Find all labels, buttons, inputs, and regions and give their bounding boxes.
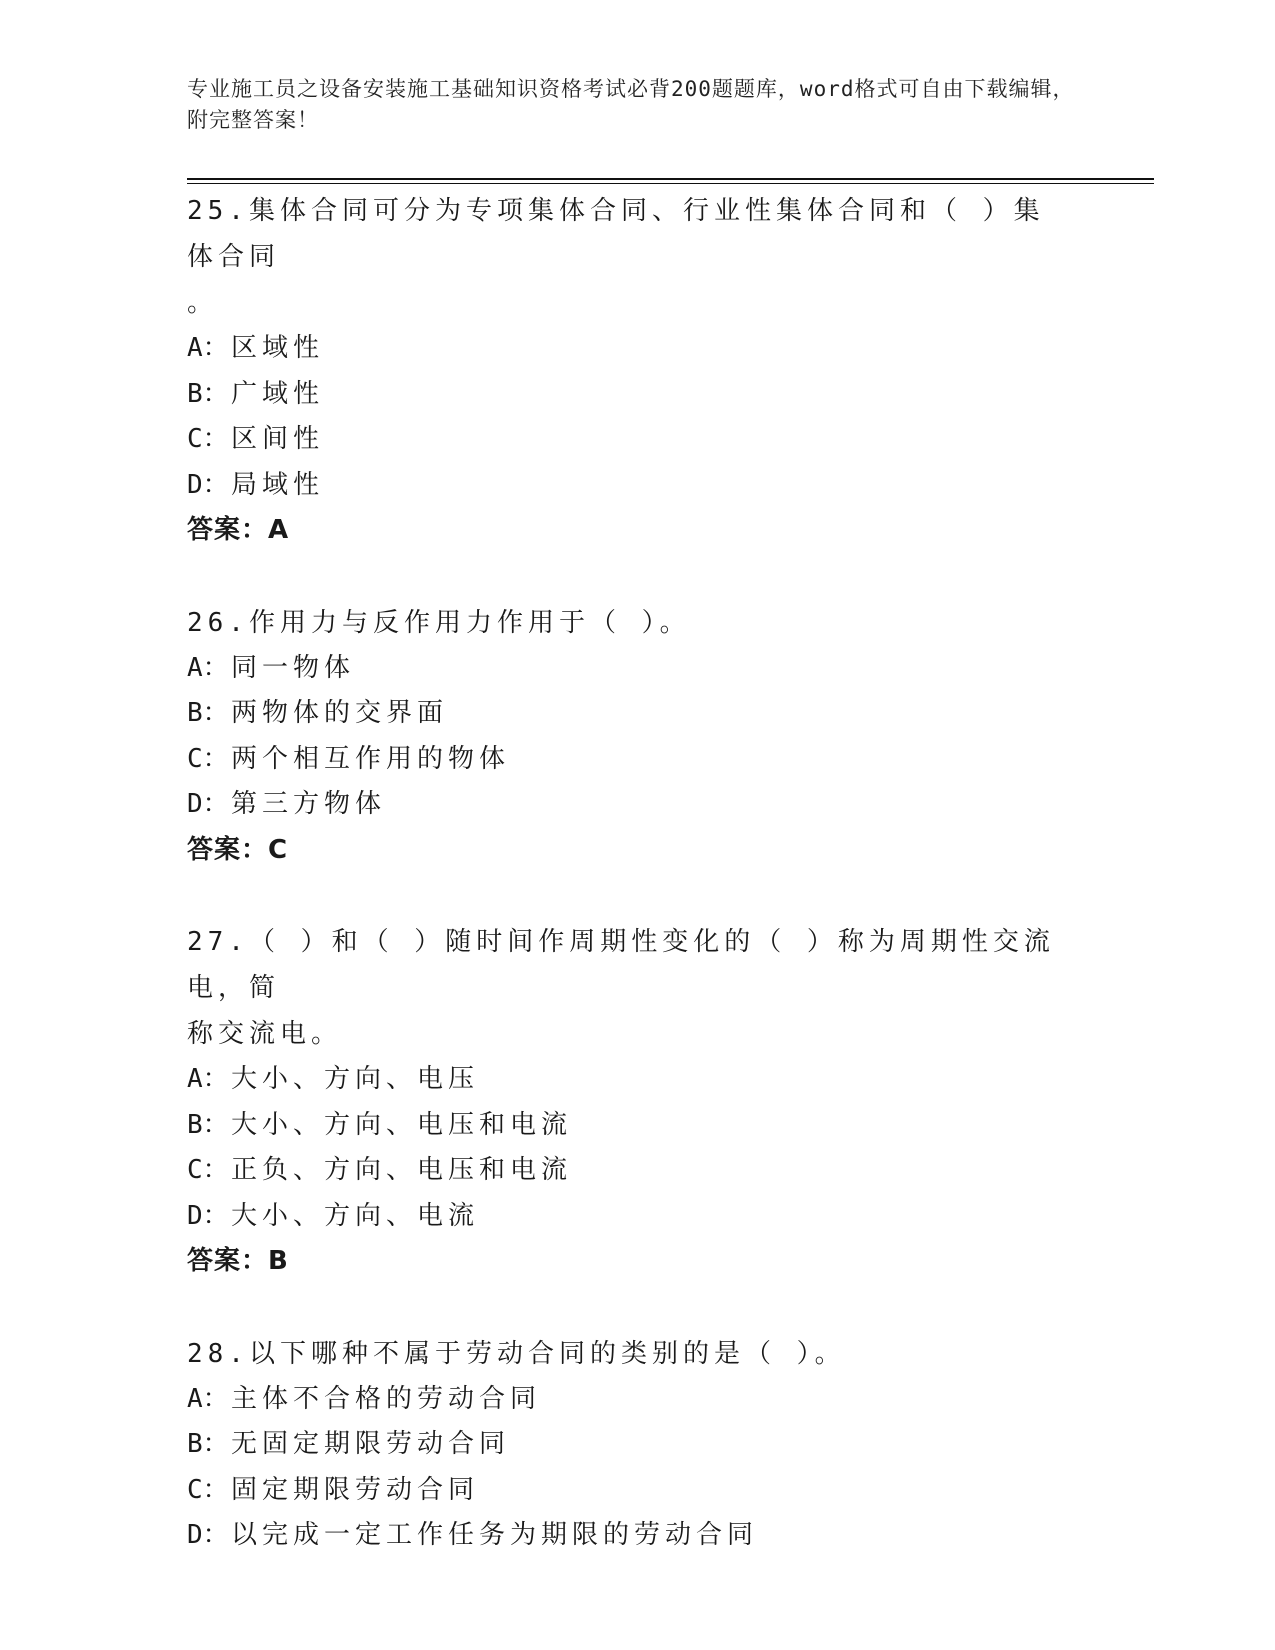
question-27 xyxy=(187,919,1067,1285)
option-d xyxy=(187,1513,1067,1559)
header-divider xyxy=(187,178,1154,184)
question-stem-line: 称交流电。 xyxy=(187,1019,343,1049)
option-text: 同一物体 xyxy=(231,652,356,683)
option-b xyxy=(187,1422,1067,1468)
question-stem-line: 26.作用力与反作用力作用于（ ）。 xyxy=(187,607,691,638)
option-text: 区域性 xyxy=(231,333,325,363)
option-text: 以完成一定工作任务为期限的劳动合同 xyxy=(231,1520,759,1550)
option-text: 两物体的交界面 xyxy=(231,698,449,728)
answer-label: 答案：A xyxy=(187,515,290,545)
option-text: 大小、方向、电压 xyxy=(231,1064,480,1094)
option-b xyxy=(187,691,1067,737)
question-stem-line: 27.（ ）和（ ）随时间作周期性变化的（ ）称为周期性交流电，简 xyxy=(187,927,1055,1003)
option-a xyxy=(187,1377,1067,1423)
option-text: 无固定期限劳动合同 xyxy=(231,1429,511,1459)
option-text: 正负、方向、电压和电流 xyxy=(231,1155,573,1185)
question-26 xyxy=(187,600,1067,874)
document-header: 专业施工员之设备安装施工基础知识资格考试必背200题题库，word格式可自由下载编辑，附完整答案！ xyxy=(187,77,1075,132)
option-d xyxy=(187,782,1067,828)
option-text: 广域性 xyxy=(231,378,325,409)
option-key: B： xyxy=(187,378,229,409)
option-key: A： xyxy=(187,1064,229,1094)
option-b xyxy=(187,1103,1067,1149)
option-c xyxy=(187,1468,1067,1514)
option-key: A： xyxy=(187,333,229,363)
question-28 xyxy=(187,1331,1067,1559)
question-stem xyxy=(187,919,1067,1057)
option-key: C： xyxy=(187,743,229,774)
option-text: 大小、方向、电流 xyxy=(231,1200,480,1231)
option-d xyxy=(187,463,1067,509)
question-stem xyxy=(187,1331,1067,1377)
option-text: 主体不合格的劳动合同 xyxy=(231,1383,542,1414)
option-text: 两个相互作用的物体 xyxy=(231,743,511,774)
option-a xyxy=(187,326,1067,372)
option-key: B： xyxy=(187,1429,229,1459)
option-text: 区间性 xyxy=(231,424,325,454)
option-key: B： xyxy=(187,698,229,728)
option-key: A： xyxy=(187,652,229,683)
option-key: D： xyxy=(187,1520,229,1550)
option-b xyxy=(187,372,1067,418)
option-key: D： xyxy=(187,1200,229,1231)
divider-thick xyxy=(187,178,1154,180)
option-text: 第三方物体 xyxy=(231,789,387,819)
option-a xyxy=(187,1057,1067,1103)
divider-thin xyxy=(187,183,1154,184)
option-text: 固定期限劳动合同 xyxy=(231,1474,480,1505)
question-stem-line: 。 xyxy=(187,288,219,318)
option-c xyxy=(187,417,1067,463)
question-stem-line: 28.以下哪种不属于劳动合同的类别的是（ ）。 xyxy=(187,1338,846,1369)
answer-label: 答案：B xyxy=(187,1246,289,1276)
option-d xyxy=(187,1194,1067,1240)
question-stem xyxy=(187,600,1067,646)
option-text: 大小、方向、电压和电流 xyxy=(231,1109,573,1140)
question-25 xyxy=(187,188,1067,554)
option-key: D： xyxy=(187,469,229,500)
option-c xyxy=(187,1148,1067,1194)
option-key: D： xyxy=(187,789,229,819)
option-key: C： xyxy=(187,424,229,454)
question-list xyxy=(187,188,1067,1605)
option-key: A： xyxy=(187,1383,229,1414)
option-a xyxy=(187,646,1067,692)
question-stem-line: 25.集体合同可分为专项集体合同、行业性集体合同和（ ）集体合同 xyxy=(187,196,1045,272)
option-text: 局域性 xyxy=(231,469,325,500)
option-c xyxy=(187,737,1067,783)
question-stem xyxy=(187,188,1067,326)
answer-label: 答案：C xyxy=(187,834,289,865)
option-key: C： xyxy=(187,1474,229,1505)
option-key: B： xyxy=(187,1109,229,1140)
option-key: C： xyxy=(187,1155,229,1185)
